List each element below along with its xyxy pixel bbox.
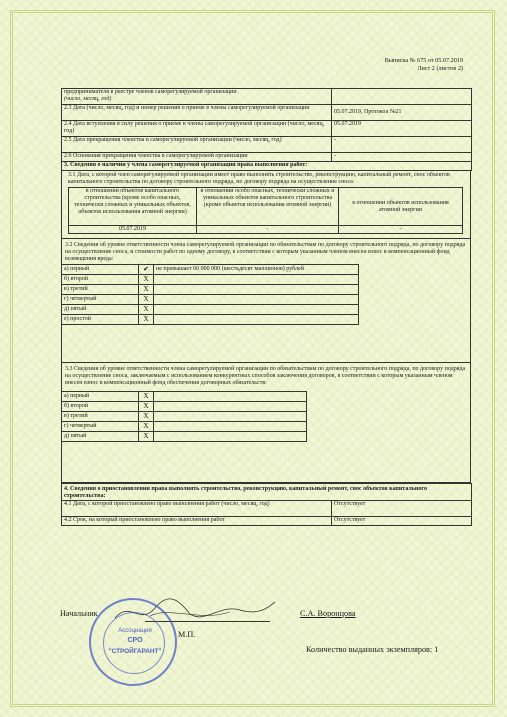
val-regular-objects: 05.07.2019	[69, 226, 197, 234]
cross-mark-icon: X	[139, 275, 154, 285]
level-label: б) второй	[62, 275, 139, 285]
check-mark-icon: ✔	[139, 265, 154, 275]
document-body	[61, 88, 471, 526]
levels-3-3-table	[62, 391, 307, 442]
copies-count: Количество выданных экземпляров: 1	[306, 645, 439, 654]
val-nuclear-objects: -	[339, 226, 463, 234]
seal-text-name: "СТРОЙГАРАНТ"	[108, 648, 162, 655]
level-text	[154, 305, 359, 315]
seal-place-label: М.П.	[178, 630, 196, 639]
cross-mark-icon: X	[139, 315, 154, 325]
level-label: а) первый	[62, 392, 139, 402]
col-dangerous-objects: в отношении особо опасных, технически сложных и уникальных объектов капитального строительства (кроме объектов использования атомной энергии)	[197, 188, 339, 226]
level-label: д) пятый	[62, 305, 139, 315]
level-text	[154, 295, 359, 305]
cross-mark-icon: X	[139, 285, 154, 295]
table-3-1	[68, 187, 463, 234]
cross-mark-icon: X	[139, 295, 154, 305]
level-label: д) пятый	[62, 432, 139, 442]
row-2-2-value	[332, 89, 472, 105]
val-dangerous-objects: -	[197, 226, 339, 234]
level-label: е) простой	[62, 315, 139, 325]
row-2-5-value: -	[332, 137, 472, 153]
section4-title: 4. Сведения о приостановлении права выполнять строительство, реконструкцию, капитальный ремонт, снос объектов капитального строительства:	[62, 484, 472, 501]
seal-text-association: Ассоциация	[118, 628, 152, 634]
cross-mark-icon: X	[139, 305, 154, 315]
level-label: б) второй	[62, 402, 139, 412]
row-2-2-label: предпринимателя в реестре членов саморегулируемой организации (число, месяц, год)	[62, 89, 332, 105]
levels-3-2-table	[62, 264, 359, 325]
cross-mark-icon: X	[139, 402, 154, 412]
signer-name: С.А. Воронцова	[300, 609, 356, 618]
paragraph-3-1: 3.1 Дата, с которой член саморегулируемой организации имеет право выполнять строительство, реконструкцию, капитальный ремонт, снос объектов капитального строительства по договору строительного подряда, по договору подряда на осуществление сноса:	[68, 172, 450, 185]
row-2-5-label: 2.5 Дата прекращения членства в саморегулируемой организации (число, месяц, год)	[62, 137, 332, 153]
row-2-4-label: 2.4 Дата вступления в силу решения о приеме в члены саморегулируемой организации (число, месяц, год)	[62, 121, 332, 137]
row-2-3-label: 2.3 Дата (число, месяц, год) и номер решения о приеме в члены саморегулируемой организации	[62, 105, 332, 121]
block-3-2	[61, 239, 471, 363]
block-3-1	[61, 171, 471, 239]
cross-mark-icon: X	[139, 412, 154, 422]
row-4-1-label: 4.1 Дата, с которой приостановлено право выполнения работ (число, месяц, год)	[62, 501, 332, 517]
col-nuclear-objects: в отношении объектов использования атомной энергии	[339, 188, 463, 226]
level-label: в) третий	[62, 412, 139, 422]
signer-position: Начальник	[60, 609, 98, 618]
row-4-1-value: Отсутствует	[332, 501, 472, 517]
level-text	[154, 315, 359, 325]
cross-mark-icon: X	[139, 432, 154, 442]
row-2-4-value: 05.07.2019	[332, 121, 472, 137]
row-2-3-value: 05.07.2019, Протокол №21	[332, 105, 472, 121]
extract-number: Выписка № 675 от 05.07.2019	[384, 57, 463, 64]
level-text	[154, 285, 359, 295]
cross-mark-icon: X	[139, 392, 154, 402]
row-2-6-label: 2.6 Основания прекращения членства в саморегулируемой организации	[62, 153, 332, 162]
organization-seal	[89, 598, 177, 686]
paragraph-3-2: 3.2 Сведения об уровне ответственности члена саморегулируемой организации по обязательствам по договору строительного подряда, по договору подряда на осуществление сноса, и стоимости работ по одному договору, в соответствии с которым указанным членом внесен взнос в компенсационный фонд возмещения вреда:	[65, 242, 466, 262]
sheet-number: Лист 2 (листов 2)	[417, 65, 463, 72]
section4-table	[61, 483, 472, 526]
level-label: г) четвертый	[62, 422, 139, 432]
level-text	[154, 275, 359, 285]
level-label: а) первый	[62, 265, 139, 275]
row-4-2-value: Отсутствует	[332, 517, 472, 526]
seal-text-sro: СРО	[127, 637, 143, 644]
row-4-2-label: 4.2 Срок, на который приостановлено право выполнения работ	[62, 517, 332, 526]
level-label: в) третий	[62, 285, 139, 295]
col-regular-objects: в отношении объектов капитального строительства (кроме особо опасных, технически сложных и уникальных объектов, объектов использования атомной энергии)	[69, 188, 197, 226]
level-label: г) четвертый	[62, 295, 139, 305]
section2-table	[61, 88, 472, 171]
cross-mark-icon: X	[139, 422, 154, 432]
block-3-3	[61, 363, 471, 483]
paragraph-3-3: 3.3 Сведения об уровне ответственности члена саморегулируемой организации по обязательствам по договору строительного подряда, по договору подряда на осуществление сноса, заключаемым с использованием конкурентных способов заключения договоров, в соответствии с которым указанным членом внесен взнос в компенсационный фонд обеспечения договорных обязательств:	[65, 366, 466, 386]
row-2-6-value: -	[332, 153, 472, 162]
section3-title: 3. Сведения о наличии у члена саморегулируемой организации права выполнения работ:	[62, 162, 472, 171]
level-text: не превышает 60 000 000 (шестьдесят миллионов) рублей	[154, 265, 359, 275]
